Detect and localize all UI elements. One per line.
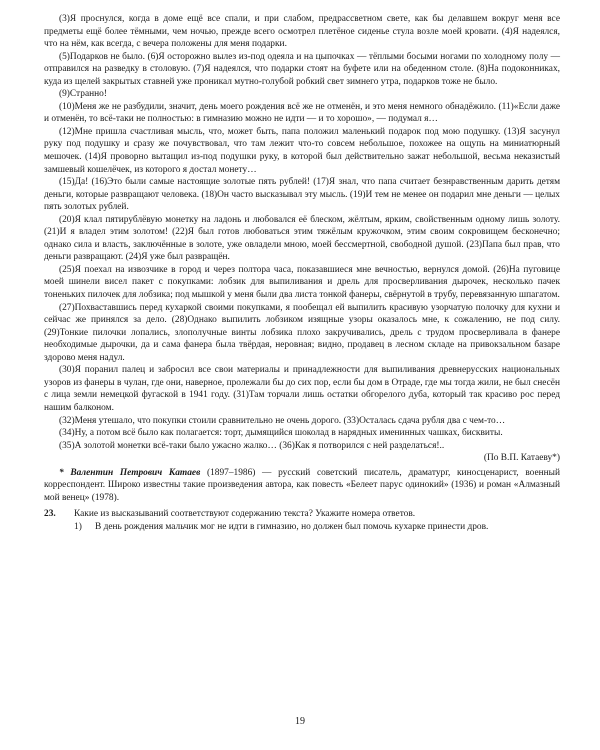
paragraph: (5)Подарков не было. (6)Я осторожно вылез из-под одеяла и на цыпочках — тёплыми босыми ногами по холодному полу — отправился на разведку в столовую. (7)Я надеялся, что подарки стоят на буфете или на обеденном столе. (8)На подоконниках, куда из щелей закрытых ставней уже проникал мутно-голубой робкий свет зимнего утра, подарков тоже не было. — [44, 51, 560, 87]
paragraph: (27)Похваставшись перед кухаркой своими покупками, я пообещал ей выпилить красивую узорчатую полочку для кухни и сейчас же принялся за дело. (28)Однако выпилить лобзиком изящные узоры оказалось мне, к сожалению, не под силу. (29)Тонкие пилочки лопались, злополучные винты лобзика плохо закручивались, дрель с трудом просверливала в фанере необходимые дырочки, да и сама фанера была твёрдая, неровная; видно, продавец в лесном складе на привокзальном базаре здорово меня надул. — [44, 302, 560, 363]
author-bio-text: (1897–1986) — русский советский писатель, драматург, киносценарист, военный корреспондент. Широко известны такие произведения автора, как повесть «Белеет парус одинокий» (1936) и роман «Алмазный мой венец» (1978). — [44, 467, 560, 503]
paragraph: (10)Меня же не разбудили, значит, день моего рождения всё же не отменён, и это меня немного обнадёжило. (11)«Если даже и отменён, то всё-таки не полностью: в гимназию можно не идти — и то хорошо», — подумал я… — [44, 101, 560, 125]
source-attribution: (По В.П. Катаеву*) — [483, 453, 560, 464]
paragraph: (30)Я поранил палец и забросил все свои материалы и принадлежности для выпиливания древнерусских национальных узоров из фанеры в чулан, где они, наверное, пролежали бы до сих пор, если бы дом в Отраде, где мы тогда жили, не был снесён с лица земли немецкой фугаской в 1941 году. (31)Там торчали лишь остатки обгорелого дуба, который так красиво рос перед нашим балконом. — [44, 365, 560, 413]
answer-option — [44, 521, 560, 534]
paragraph: (25)Я поехал на извозчике в город и через полтора часа, показавшиеся мне вечностью, вернулся домой. (26)На пуговице моей шинели висел пакет с покупками: лобзик для выпиливания и дрель для просверливания дырочек, несколько пачек тоненьких пилочек для лобзика; под мышкой у меня были два листа тонкой фанеры, свёрнутой в трубу, перевязанную шпагатом. — [44, 264, 560, 301]
paragraph: (15)Да! (16)Это были самые настоящие золотые пять рублей! (17)Я знал, что папа считает безнравственным дарить детям деньги, которые развращают человека. (18)Он часто высказывал эту мысль. (19)И тем не менее он подарил мне деньги — целых пять золотых рублей. — [44, 177, 560, 213]
author-name: * Валентин Петрович Катаев — [59, 467, 201, 478]
task-number: 23. — [44, 509, 56, 520]
paragraph: (35)А золотой монетки всё-таки было ужасно жалко… (36)Как я потворился с ней разделаться!.. — [59, 440, 445, 451]
page-number: 19 — [295, 716, 305, 727]
option-number: 1) — [74, 521, 82, 532]
task-23 — [44, 508, 560, 521]
paragraph: (9)Странно! — [59, 89, 107, 100]
paragraph: (3)Я проснулся, когда в доме ещё все спали, и при слабом, предрассветном свете, как бы делавшем вокруг меня все предметы ещё более тёмными, чем ночью, прежде всего осмотрел плетёное сиденье стула возле моей кровати. (4)Я надеялся, что на нём, как всегда, с вечера положены для меня подарки. — [44, 14, 560, 50]
task-question: Какие из высказываний соответствуют содержанию текста? Укажите номера ответов. — [74, 509, 416, 520]
paragraph: (20)Я клал пятирублёвую монетку на ладонь и любовался её блеском, жёлтым, ярким, свойственным одному лишь золоту. (21)И я владел этим золотом! (22)Я был готов любоваться этим тяжёлым кружочком, этим своим сокровищем бесконечно; однако сила и власть, заключённые в золоте, уже овладели мною, моей бессмертной, свободной душой. (23)Папа был прав, что деньги развращают. (24)Я уже был развращён. — [44, 214, 560, 263]
paragraph: (34)Ну, а потом всё было как полагается: торт, дымящийся шоколад в нарядных именинных чашках, бисквиты. — [59, 428, 503, 439]
option-text: В день рождения мальчик мог не идти в гимназию, но должен был помочь кухарке принести дров. — [95, 521, 489, 532]
paragraph: (32)Меня утешало, что покупки стоили сравнительно не очень дорого. (33)Осталась сдача рубля два с чем-то… — [59, 415, 506, 426]
paragraph: (12)Мне пришла счастливая мысль, что, может быть, папа положил маленький подарок под мою подушку. (13)Я засунул руку под подушку и сразу же почувствовал, что там лежит что-то совсем небольшое, похожее на ощупь на миниатюрный мешочек. (14)Я проворно вытащил из-под подушки руку, в которой был действительно зажат небольшой, весьма неказистый замшевый кошелёчек, из которого я достал монету… — [44, 126, 560, 175]
author-footnote — [44, 467, 560, 505]
story-text — [44, 13, 560, 452]
